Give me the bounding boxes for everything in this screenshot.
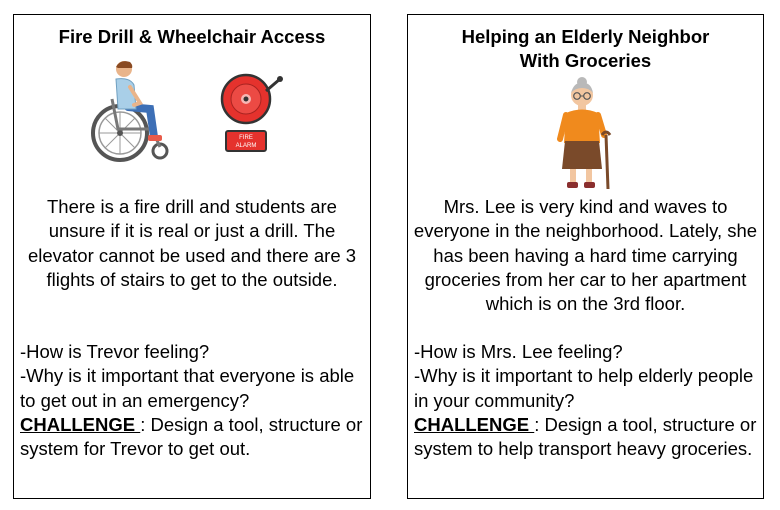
- alarm-label-fire: FIRE: [239, 135, 253, 141]
- scenario-card-elderly-neighbor: [407, 14, 764, 499]
- alarm-label-alarm: ALARM: [235, 143, 257, 149]
- challenge: [414, 413, 757, 462]
- challenge-label: CHALLENGE: [20, 413, 141, 435]
- question-feeling: -How is Mrs. Lee feeling?: [414, 341, 623, 362]
- wheelchair-user-illustration: [90, 59, 178, 163]
- question-list: [20, 340, 364, 461]
- challenge-label: CHALLENGE: [414, 413, 535, 435]
- scenario-description: Mrs. Lee is very kind and waves to everyone in the neighborhood. Lately, she has been having a hard time carrying groceries from her car to her apartment which is on the 3rd floor.: [413, 196, 758, 315]
- question-importance: -Why is it important to help elderly people in your community?: [414, 365, 754, 411]
- challenge: [20, 413, 364, 462]
- question-list: [414, 340, 757, 461]
- card-title: Fire Drill & Wheelchair Access: [58, 26, 326, 47]
- question-feeling: -How is Trevor feeling?: [20, 341, 210, 362]
- elderly-woman-illustration: [556, 77, 616, 191]
- card-title: Helping an Elderly Neighbor With Groceries: [461, 26, 710, 71]
- challenge-text: : Design a tool, structure or system to help transport heavy groceries.: [414, 413, 757, 460]
- fire-alarm-bell-illustration: [220, 71, 286, 153]
- question-importance: -Why is it important that everyone is able to get out in an emergency?: [20, 365, 355, 411]
- scenario-card-fire-drill: [13, 14, 371, 499]
- challenge-text: : Design a tool, structure or system for Trevor to get out.: [20, 413, 363, 460]
- scenario-description: There is a fire drill and students are unsure if it is real or just a drill. The elevator cannot be used and there are 3 flights of stairs to get to the outside.: [27, 196, 357, 290]
